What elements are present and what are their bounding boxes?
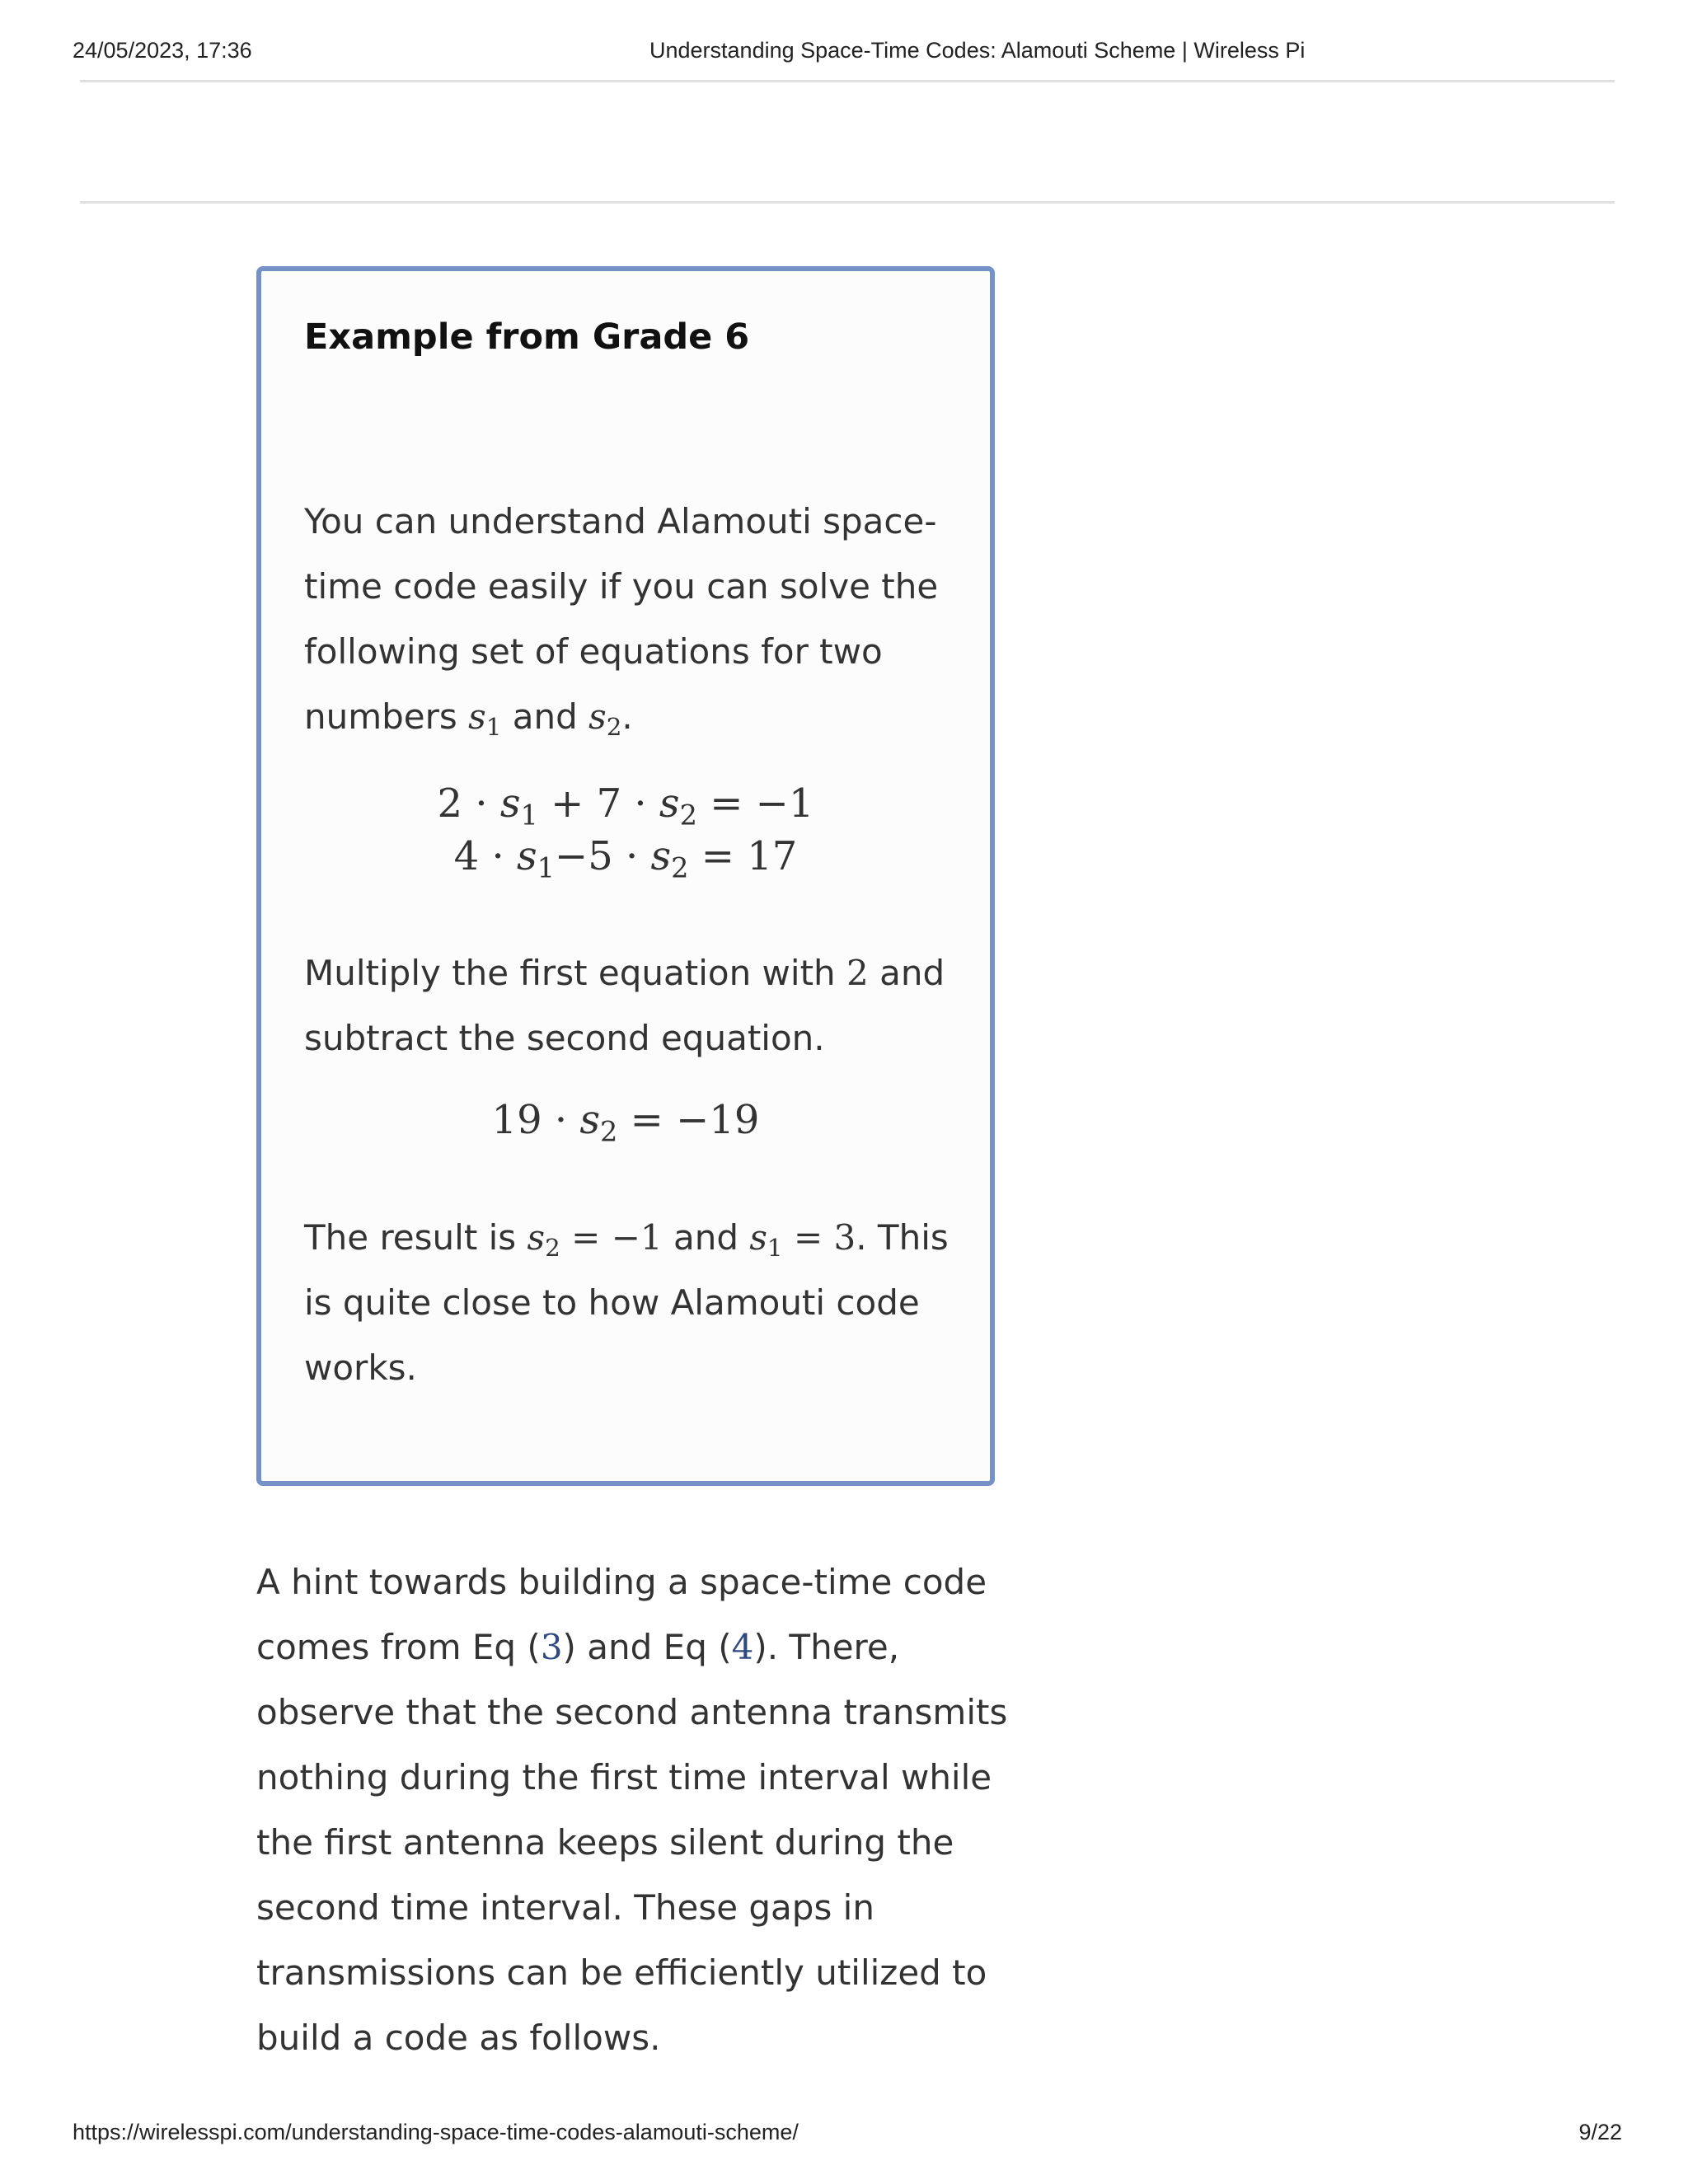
- print-datetime: 24/05/2023, 17:36: [73, 38, 252, 63]
- intro-var-s2: $s_2$: [588, 696, 622, 742]
- print-url: https://wirelesspi.com/understanding-space-time-codes-alamouti-scheme/: [73, 2120, 799, 2144]
- result-s1: $s_1 = 3$: [749, 1217, 856, 1263]
- body-paragraph: A hint towards building a space-time code comes from Eq (3) and Eq (4). There, observe that the second antenna transmits nothing during the first time interval while the first antenna keeps silent during the second time interval. These gaps in transmissions can be efficiently utilized to build a code as follows.: [256, 1562, 1008, 2058]
- step-multiplier: 2: [846, 953, 869, 993]
- result-s2: $s_2 = -1$: [527, 1217, 663, 1263]
- header-divider: [80, 80, 1615, 82]
- intro-text-3: .: [621, 696, 633, 737]
- intro-text-1: You can understand Alamouti space-time code easily if you can solve the following set of equations for two numbers: [304, 501, 939, 737]
- page-indicator: 9/22: [1578, 2120, 1622, 2144]
- intro-text-2: and: [501, 696, 589, 737]
- equation-ref-3-link[interactable]: 3: [540, 1627, 563, 1667]
- example-box-title: Example from Grade 6: [304, 316, 750, 358]
- example-step-paragraph: Multiply the first equation with 2 and subtract the second equation.: [304, 953, 945, 1058]
- equation-1: $2 \cdot s_1 + 7 \cdot s_2 = -1$: [437, 780, 814, 832]
- equation-ref-4-link[interactable]: 4: [731, 1627, 754, 1667]
- print-footer: [73, 2120, 1622, 2153]
- equation-3: $19 \cdot s_2 = -19$: [491, 1097, 760, 1148]
- example-result-paragraph: The result is $s_2 = -1$ and $s_1 = 3$. This is quite close to how Alamouti code works.: [304, 1217, 949, 1388]
- example-box: [256, 266, 995, 1486]
- intro-var-s1: $s_1$: [468, 696, 502, 742]
- example-intro-paragraph: [304, 489, 955, 749]
- print-page-title: Understanding Space-Time Codes: Alamouti Scheme | Wireless Pi: [649, 38, 1306, 63]
- content-divider: [80, 201, 1615, 204]
- equation-2: $4 \cdot s_1-5 \cdot s_2 = 17$: [453, 833, 798, 884]
- print-header: [73, 38, 1622, 71]
